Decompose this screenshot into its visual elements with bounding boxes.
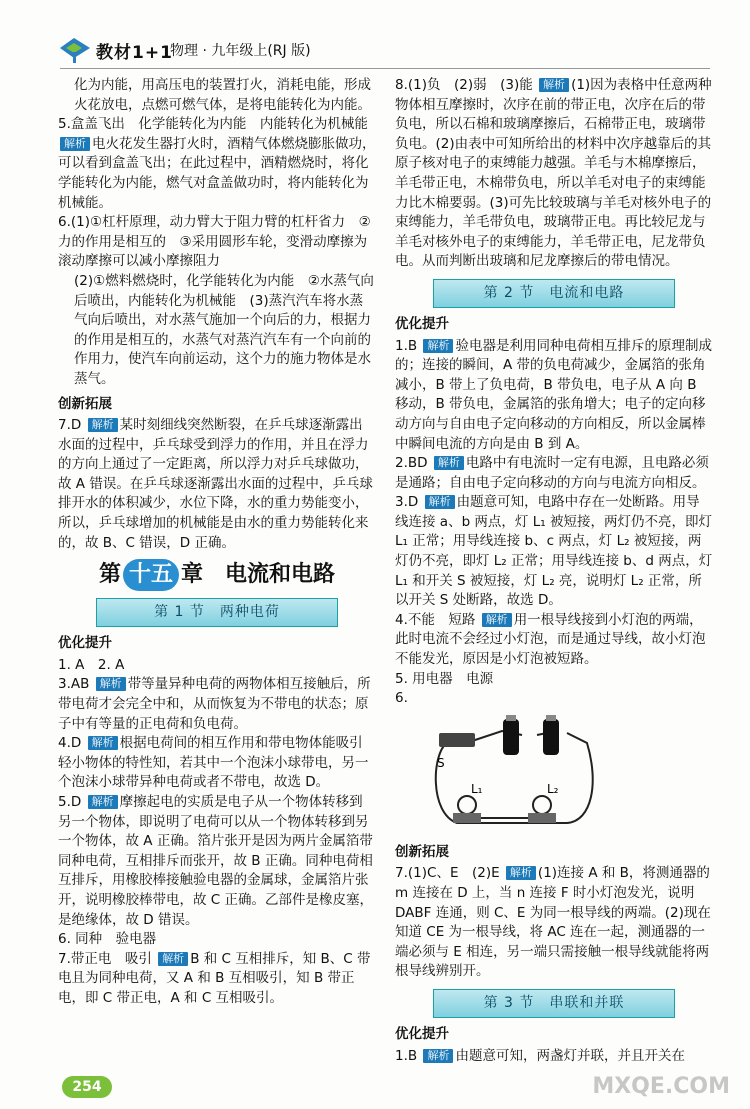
analysis-tag: 解析 bbox=[506, 866, 536, 880]
paragraph: 1. A 2. A bbox=[58, 656, 125, 673]
analysis-tag: 解析 bbox=[482, 613, 512, 627]
svg-text:L₁: L₁ bbox=[471, 781, 483, 796]
answer-item bbox=[395, 454, 713, 493]
analysis-tag: 解析 bbox=[88, 418, 118, 432]
answer-item bbox=[58, 950, 376, 1009]
battery-icon bbox=[503, 719, 519, 755]
explanation: 用一根导线接到小灯泡的两端，此时电流不会经过小灯泡，而是通过导线，故小灯泡不能发光，原因是小灯泡被短路。 bbox=[395, 611, 706, 668]
svg-text:L₂: L₂ bbox=[547, 781, 559, 796]
question-number: 7. bbox=[58, 417, 71, 434]
analysis-tag: 解析 bbox=[423, 339, 453, 353]
question-number: 8. bbox=[395, 77, 408, 93]
book-logo-icon bbox=[58, 34, 92, 64]
book-subtitle: 物理 · 九年级上(RJ 版) bbox=[170, 43, 311, 59]
answer: AB bbox=[70, 676, 90, 693]
analysis-tag: 解析 bbox=[88, 736, 118, 750]
circuit-diagram bbox=[417, 713, 607, 838]
section-heading: 优化提升 bbox=[395, 315, 449, 332]
section-heading: 优化提升 bbox=[395, 1025, 449, 1042]
section-heading: 创新拓展 bbox=[395, 843, 449, 860]
paragraph: (2)①燃料燃烧时，化学能转化为内能 ②水蒸气向后喷出，内能转化为机械能 (3)蒸汽汽车将水蒸气向后喷出，对水蒸气施加一个向后的力，根据力的作用是相互的，水蒸气对蒸汽汽车有一个向前的作用力，使汽车向前运动，这个力的施力物体是水蒸气。 bbox=[74, 272, 374, 387]
brand-title: 教材1+1 bbox=[96, 43, 173, 63]
page-number: 254 bbox=[62, 1076, 112, 1098]
question-number: 1. bbox=[395, 1047, 408, 1064]
right-column bbox=[395, 76, 713, 1066]
left-column bbox=[58, 76, 376, 1009]
answer: 盒盖飞出 化学能转化为内能 内能转化为机械能 bbox=[70, 116, 368, 133]
question-number: 3. bbox=[58, 676, 71, 693]
answer-item bbox=[395, 1047, 713, 1067]
circuit-figure bbox=[417, 713, 607, 838]
explanation: 由题意可知，两盏灯并联，并且开关在 bbox=[455, 1047, 685, 1064]
answer: D bbox=[70, 794, 82, 810]
answer: B bbox=[407, 337, 418, 354]
analysis-tag: 解析 bbox=[158, 952, 188, 966]
answer-item bbox=[395, 76, 713, 272]
explanation: 根据电荷间的相互作用和带电物体能吸引轻小物体的特性知，若其中一个泡沫小球带电，另一个泡沫小球带异种电荷或者不带电，故选 D。 bbox=[58, 735, 369, 791]
page-header bbox=[0, 0, 750, 70]
paragraph: 化为内能，用高压电的装置打火，消耗电能，形成火花放电，点燃可燃气体，是将电能转化为内能。 bbox=[74, 77, 371, 113]
section-heading: 创新拓展 bbox=[58, 395, 112, 412]
answer-item bbox=[58, 734, 376, 793]
section-banner: 第 3 节 串联和并联 bbox=[433, 989, 675, 1018]
question-number: 4. bbox=[58, 735, 71, 752]
chapter-number: 十五 bbox=[123, 559, 179, 591]
answer-item bbox=[395, 493, 713, 611]
analysis-tag: 解析 bbox=[88, 795, 118, 809]
question-number: 7. bbox=[58, 950, 71, 967]
answer-item bbox=[58, 115, 376, 213]
section-banner: 第 1 节 两种电荷 bbox=[96, 598, 338, 627]
explanation: 验电器是利用同种电荷相互排斥的原理制成的；连接的瞬间，A 带的负电荷减少，金属箔的张角减小，B 带上了负电荷，B 带负电，电子从 A 向 B 移动，B 带负电，金属箔的张角增大；电子的定向移动方向与自由电子定向移动的方向相反，所以金属棒中瞬间电流的方向是由 B 到 A。 bbox=[395, 337, 712, 452]
svg-text:S: S bbox=[437, 755, 445, 770]
analysis-tag: 解析 bbox=[60, 137, 90, 151]
answer: B bbox=[407, 1047, 418, 1064]
paragraph: 6. bbox=[395, 690, 408, 707]
question-number: 5. bbox=[58, 116, 71, 133]
explanation: (1)因为表格中任意两种物体相互摩擦时，次序在前的带正电，次序在后的带负电，所以石棉和玻璃摩擦后，石棉带正电，玻璃带负电。(2)由表中可知所给出的材料中次序越靠后的其原子核对电子的束缚能力越强。羊毛与木棉摩擦后，羊毛带正电，木棉带负电，所以羊毛对电子的束缚能力比木棉要弱。(3)可先比较玻璃与羊毛对核外电子的束缚能力，羊毛带负电，玻璃带正电。再比较尼龙与羊毛对核外电子的束缚能力，羊毛带正电，尼龙带负电。从而判断出玻璃和尼龙摩擦后的带电情况。 bbox=[395, 77, 712, 270]
analysis-tag: 解析 bbox=[425, 495, 455, 509]
question-number: 1. bbox=[395, 337, 408, 354]
answer: D bbox=[70, 417, 82, 434]
answer: (1)负 (2)弱 (3)能 bbox=[407, 77, 533, 93]
explanation: (1)连接 A 和 B，将测通器的 m 连接在 D 上，当 n 连接 F 时小灯泡发光，说明 DABF 连通，则 C、E 为同一根导线的两端。(2)现在知道 CE 为一根导线，将 AC 连在一起，测通器的一端必须与 E 相连，另一端只需接触一根导线就能将两根导线辨别开。 bbox=[395, 865, 711, 980]
explanation: 电火花发生器打火时，酒精气体燃烧膨胀做功，可以看到盒盖飞出；在此过程中，酒精燃烧时，将化学能转化为内能，燃气对盒盖做功时，将内能转化为机械能。 bbox=[58, 135, 376, 211]
switch-icon bbox=[439, 733, 475, 747]
answer-item bbox=[58, 416, 376, 553]
explanation: 由题意可知，电路中存在一处断路。用导线连接 a、b 两点，灯 L₁ 被短接，两灯仍不亮，即灯 L₁ 正常；用导线连接 b、c 两点，灯 L₂ 被短接，两灯仍不亮，即灯 L₂ 正常；用导线连接 b、d 两点，灯 L₁ 和开关 S 被短接，灯 L₂ 亮，说明灯 L₂ 正常，所以开关 S 处断路，故选 D。 bbox=[395, 494, 713, 609]
answer: 不能 短路 bbox=[407, 611, 476, 628]
paragraph: 6. 同种 验电器 bbox=[58, 931, 157, 948]
answer-item bbox=[395, 864, 713, 982]
chapter-title bbox=[58, 559, 376, 591]
explanation: B 和 C 互相排斥，知 B、C 带电且为同种电荷，又 A 和 B 互相吸引，知 B 带正电，即 C 带正电，A 和 C 互相吸引。 bbox=[58, 950, 371, 1006]
answer: BD bbox=[407, 455, 428, 472]
explanation: 摩擦起电的实质是电子从一个物体转移到另一个物体，即说明了电荷可以从一个物体转移到另一个物体，故 A 正确。箔片张开是因为两片金属箔带同种电荷，互相排斥而张开，故 B 正确。同种电荷相互排斥，用橡胶棒接触验电器的金属球，金属箔片张开，说明橡胶棒带电，故 C 正确。乙部件是橡皮塞，是绝缘体，故 D 错误。 bbox=[58, 794, 374, 928]
watermark: MXQE.COM bbox=[592, 1074, 730, 1099]
section-banner: 第 2 节 电流和电路 bbox=[433, 279, 675, 308]
header-divider bbox=[60, 68, 710, 69]
answer: (1)C、E (2)E bbox=[407, 865, 500, 882]
answer: 带正电 吸引 bbox=[70, 950, 152, 967]
answer-item bbox=[58, 793, 376, 930]
bulb-l2-icon bbox=[533, 796, 551, 814]
question-number: 5. bbox=[58, 794, 71, 810]
paragraph: 6.(1)①杠杆原理，动力臂大于阻力臂的杠杆省力 ②力的作用是相互的 ③采用圆形车轮，变滑动摩擦为滚动摩擦可以减小摩擦阻力 bbox=[58, 214, 371, 270]
analysis-tag: 解析 bbox=[96, 677, 126, 691]
answer-item bbox=[395, 611, 713, 670]
battery-icon bbox=[543, 719, 559, 755]
chapter-name: 章 电流和电路 bbox=[181, 562, 336, 588]
question-number: 2. bbox=[395, 455, 408, 472]
analysis-tag: 解析 bbox=[539, 78, 569, 92]
bulb-l1-icon bbox=[458, 796, 476, 814]
chapter-prefix: 第 bbox=[98, 562, 121, 588]
explanation: 带等量异种电荷的两物体相互接触后，所带电荷才会完全中和，从而恢复为不带电的状态；原子中有等量的正电荷和负电荷。 bbox=[58, 676, 371, 732]
explanation: 某时刻细线突然断裂，在乒乓球逐渐露出水面的过程中，乒乓球受到浮力的作用，并且在浮力的方向上通过了一定距离，所以浮力对乒乓球做功，故 A 错误。在乒乓球逐渐露出水面的过程中，乒乓球排开水的体积减少，水位下降，水的重力势能变小，所以，乒乓球增加的机械能是由水的重力势能转化来的，故 B、C 错误，D 正确。 bbox=[58, 417, 373, 551]
section-heading: 优化提升 bbox=[58, 635, 112, 652]
explanation: 电路中有电流时一定有电源，且电路必须是通路；自由电子定向移动的方向与电流方向相反。 bbox=[395, 455, 709, 491]
answer-item bbox=[58, 675, 376, 734]
paragraph: 5. 用电器 电源 bbox=[395, 670, 494, 687]
analysis-tag: 解析 bbox=[434, 456, 464, 470]
answer: D bbox=[70, 735, 82, 752]
question-number: 7. bbox=[395, 865, 408, 882]
analysis-tag: 解析 bbox=[423, 1049, 453, 1063]
question-number: 3. bbox=[395, 494, 408, 511]
answer-item bbox=[395, 337, 713, 455]
question-number: 4. bbox=[395, 611, 408, 628]
answer: D bbox=[407, 494, 419, 511]
